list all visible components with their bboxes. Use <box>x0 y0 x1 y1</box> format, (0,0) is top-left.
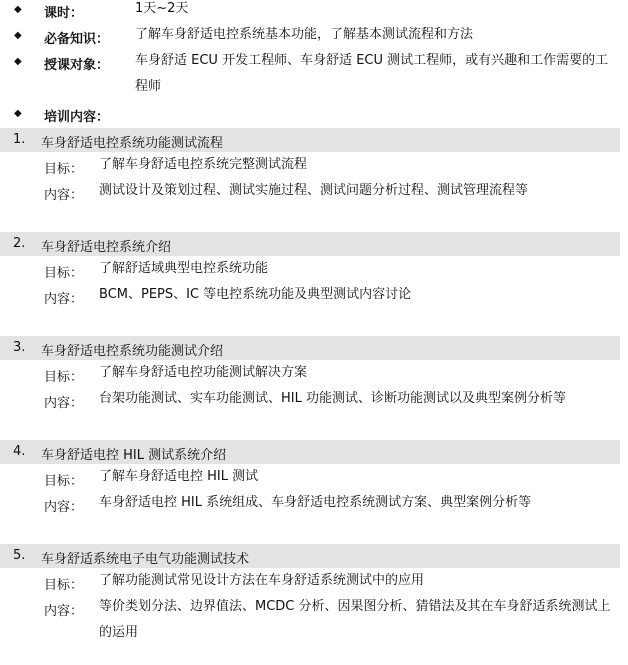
content-label: 内容： <box>44 292 84 307</box>
info-value: 了解车身舒适电控系统基本功能，了解基本测试流程和方法 <box>135 27 474 42</box>
info-label: 授课对象： <box>44 58 110 73</box>
section-title: 车身舒适电控系统介绍 <box>41 240 172 255</box>
content-text: 车身舒适电控 HIL 系统组成、车身舒适电控系统测试方案、典型案例分析等 <box>99 495 532 510</box>
content-text: 测试设计及策划过程、测试实施过程、测试问题分析过程、测试管理流程等 <box>99 183 529 198</box>
goal-label: 目标： <box>44 578 84 593</box>
content-label: 内容： <box>44 604 84 619</box>
content-text: 等价类划分法、边界值法、MCDC 分析、因果图分析、猜错法及其在车身舒适系统测试上的运用 <box>99 599 611 640</box>
bullet-icon: ◆ <box>14 56 22 67</box>
content-text: BCM、PEPS、IC 等电控系统功能及典型测试内容讨论 <box>99 287 412 302</box>
goal-text: 了解功能测试常见设计方法在车身舒适系统测试中的应用 <box>99 573 425 588</box>
goal-label: 目标： <box>44 370 84 385</box>
section-header <box>0 232 620 256</box>
section-title: 车身舒适电控系统功能测试流程 <box>41 136 224 151</box>
section-header <box>0 128 620 152</box>
goal-text: 了解车身舒适电控 HIL 测试 <box>99 469 259 484</box>
bullet-icon: ◆ <box>14 4 22 15</box>
goal-text: 了解车身舒适电控系统完整测试流程 <box>99 157 308 172</box>
section-number: 5. <box>13 548 26 563</box>
content-label: 内容： <box>44 188 84 203</box>
section-number: 4. <box>13 444 26 459</box>
section-title: 车身舒适电控 HIL 测试系统介绍 <box>41 448 227 463</box>
goal-label: 目标： <box>44 266 84 281</box>
section-header <box>0 544 620 568</box>
content-label: 内容： <box>44 500 84 515</box>
goal-text: 了解车身舒适电控功能测试解决方案 <box>99 365 308 380</box>
section-number: 3. <box>13 340 26 355</box>
info-value: 1天~2天 <box>135 1 189 16</box>
goal-text: 了解舒适域典型电控系统功能 <box>99 261 269 276</box>
info-label: 课时： <box>44 6 84 21</box>
section-header <box>0 336 620 360</box>
bullet-icon: ◆ <box>14 30 22 41</box>
info-label: 培训内容： <box>44 110 110 125</box>
section-number: 2. <box>13 236 26 251</box>
content-label: 内容： <box>44 396 84 411</box>
section-title: 车身舒适电控系统功能测试介绍 <box>41 344 224 359</box>
bullet-icon: ◆ <box>14 108 22 119</box>
content-text: 台架功能测试、实车功能测试、HIL 功能测试、诊断功能测试以及典型案例分析等 <box>99 391 566 406</box>
goal-label: 目标： <box>44 162 84 177</box>
info-label: 必备知识： <box>44 32 110 47</box>
section-title: 车身舒适系统电子电气功能测试技术 <box>41 552 250 567</box>
section-header <box>0 440 620 464</box>
goal-label: 目标： <box>44 474 84 489</box>
section-number: 1. <box>13 132 26 147</box>
info-value: 车身舒适 ECU 开发工程师、车身舒适 ECU 测试工程师，或有兴趣和工作需要的工程师 <box>135 53 609 94</box>
